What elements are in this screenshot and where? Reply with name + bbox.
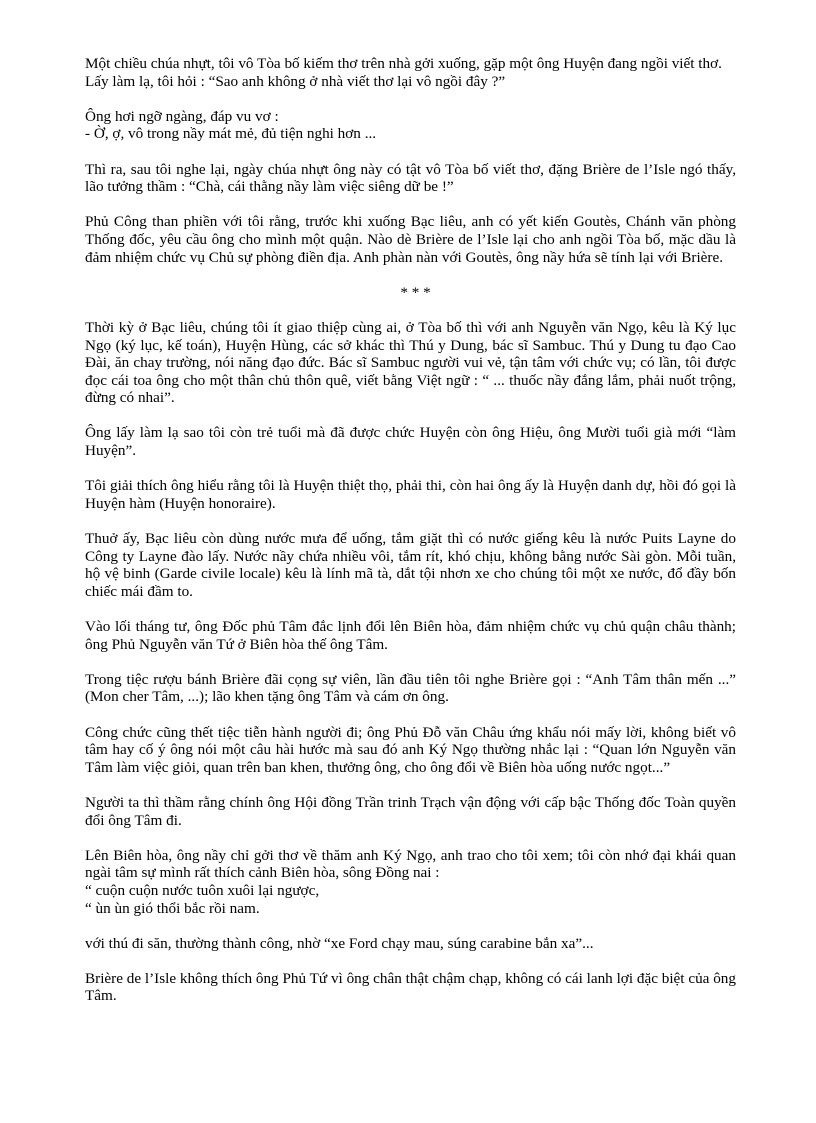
paragraph: [85, 671, 736, 706]
paragraph: [85, 424, 736, 459]
paragraph: [85, 319, 736, 407]
paragraph-line: Thời kỳ ở Bạc liêu, chúng tôi ít giao thiệp cùng ai, ở Tòa bố thì với anh Nguyễn văn Ngọ, kêu là Ký lục Ngọ (ký lục, kế toán), Huyện Hùng, các sở khác thì Thú y Dung, bác sĩ Sambuc. Thú y Dung tu đạo Cao Đài, ăn chay trường, nói năng đạo đức. Bác sĩ Sambuc người vui vẻ, tận tâm với chức vụ; có lần, tôi được đọc cái toa ông cho một thân chủ thôn quê, viết bằng Việt ngữ : “ ... thuốc nầy đắng lắm, phải nuốt trộng, đừng có nhai”.: [85, 318, 736, 407]
paragraph-line: Công chức cũng thết tiệc tiễn hành người đi; ông Phủ Đỗ văn Châu ứng khẩu nói mấy lời, không biết vô tâm hay cố ý ông nói một câu hài hước mà sau đó anh Ký Ngọ thường nhắc lại : “Quan lớn Nguyễn văn Tâm làm việc giỏi, quan trên ban khen, thưởng ông, cho ông đổi về Biên hòa uống nước ngọt...”: [85, 723, 736, 776]
paragraph: [85, 161, 736, 196]
paragraph-line: Tôi giải thích ông hiểu rằng tôi là Huyện thiệt thọ, phải thi, còn hai ông ấy là Huyện danh dự, hồi đó gọi là Huyện hàm (Huyện honoraire).: [85, 477, 736, 512]
paragraph-line: Ông hơi ngỡ ngàng, đáp vu vơ :: [85, 107, 279, 125]
paragraph: [85, 794, 736, 829]
paragraph: [85, 618, 736, 653]
paragraph: [85, 530, 736, 600]
paragraph: [85, 970, 736, 1005]
paragraph: [85, 108, 736, 143]
paragraph-line: “ ùn ùn gió thổi bắc rồi nam.: [85, 899, 260, 917]
paragraph-line: “ cuộn cuộn nước tuôn xuôi lại ngược,: [85, 881, 320, 899]
paragraph: [85, 477, 736, 512]
paragraph-line: Thì ra, sau tôi nghe lại, ngày chúa nhựt ông này có tật vô Tòa bố viết thơ, đặng Brière de l’Isle ngó thấy, lão tưởng thầm : “Chà, cái thằng nầy làm việc siêng dữ be !”: [85, 160, 736, 196]
paragraph-line: Người ta thì thầm rằng chính ông Hội đồng Trần trinh Trạch vận động với cấp bậc Thống đốc Toàn quyền đổi ông Tâm đi.: [85, 793, 736, 829]
paragraph-line: Trong tiệc rượu bánh Brière đãi cọng sự viên, lần đầu tiên tôi nghe Brière gọi : “Anh Tâm thân mến ...” (Mon cher Tâm, ...); lão khen tặng ông Tâm và cám ơn ông.: [85, 670, 736, 706]
document-page: [85, 55, 736, 1023]
paragraph-line: Ông lấy làm lạ sao tôi còn trẻ tuổi mà đã được chức Huyện còn ông Hiệu, ông Mười tuổi già mới “làm Huyện”.: [85, 424, 736, 460]
paragraph-line: Brière de l’Isle không thích ông Phủ Tứ vì ông chân thật chậm chạp, không có cái lanh lợi đặc biệt của ông Tâm.: [85, 969, 736, 1005]
section-separator: * * *: [400, 283, 431, 301]
paragraph: [85, 847, 736, 917]
paragraph-line: Lấy làm lạ, tôi hỏi : “Sao anh không ở nhà viết thơ lại vô ngồi đây ?”: [85, 72, 506, 90]
paragraph-line: với thú đi săn, thường thành công, nhờ “xe Ford chạy mau, súng carabine bắn xa”...: [85, 934, 594, 952]
paragraph-line: Vào lối tháng tư, ông Đốc phủ Tâm đắc lịnh đổi lên Biên hòa, đảm nhiệm chức vụ chủ quận châu thành; ông Phủ Nguyễn văn Tứ ở Biên hòa thế ông Tâm.: [85, 618, 736, 653]
paragraph-line: Một chiều chúa nhựt, tôi vô Tòa bố kiếm thơ trên nhà gởi xuống, gặp một ông Huyện đang ngồi viết thơ.: [85, 55, 722, 72]
paragraph-line: Lên Biên hòa, ông nầy chỉ gởi thơ về thăm anh Ký Ngọ, anh trao cho tôi xem; tôi còn nhớ đại khái quan ngài tâm sự mình rất thích cảnh Biên hòa, sông Đồng nai :: [85, 846, 736, 882]
paragraph-line: Thuở ấy, Bạc liêu còn dùng nước mưa để uống, tắm giặt thì có nước giếng kêu là nước Puits Layne do Công ty Layne đào lấy. Nước nầy chứa nhiều vôi, tắm rít, khó chịu, không bằng nước Sài gòn. Mỗi tuần, hộ vệ binh (Garde civile locale) kêu là lính mã tà, dắt tội nhơn xe cho chúng tôi một xe nước, đổ đầy bốn chiếc mái đầm to.: [85, 530, 736, 600]
paragraph: [85, 213, 736, 266]
paragraph: [85, 724, 736, 777]
paragraph: [85, 935, 736, 953]
paragraph-line: - Ờ, ợ, vô trong nầy mát mẻ, đủ tiện nghi hơn ...: [85, 125, 377, 143]
paragraph: [85, 55, 736, 90]
paragraph-line: Phủ Công than phiền với tôi rằng, trước khi xuống Bạc liêu, anh có yết kiến Goutès, Chánh văn phòng Thống đốc, yêu cầu ông cho mình một quận. Nào dè Brière de l’Isle lại cho anh ngồi Tòa bố, mặc dầu là đảm nhiệm chức vụ Chủ sự phòng điền địa. Anh phàn nàn với Goutès, ông nầy hứa sẽ tính lại với Brière.: [85, 213, 736, 266]
